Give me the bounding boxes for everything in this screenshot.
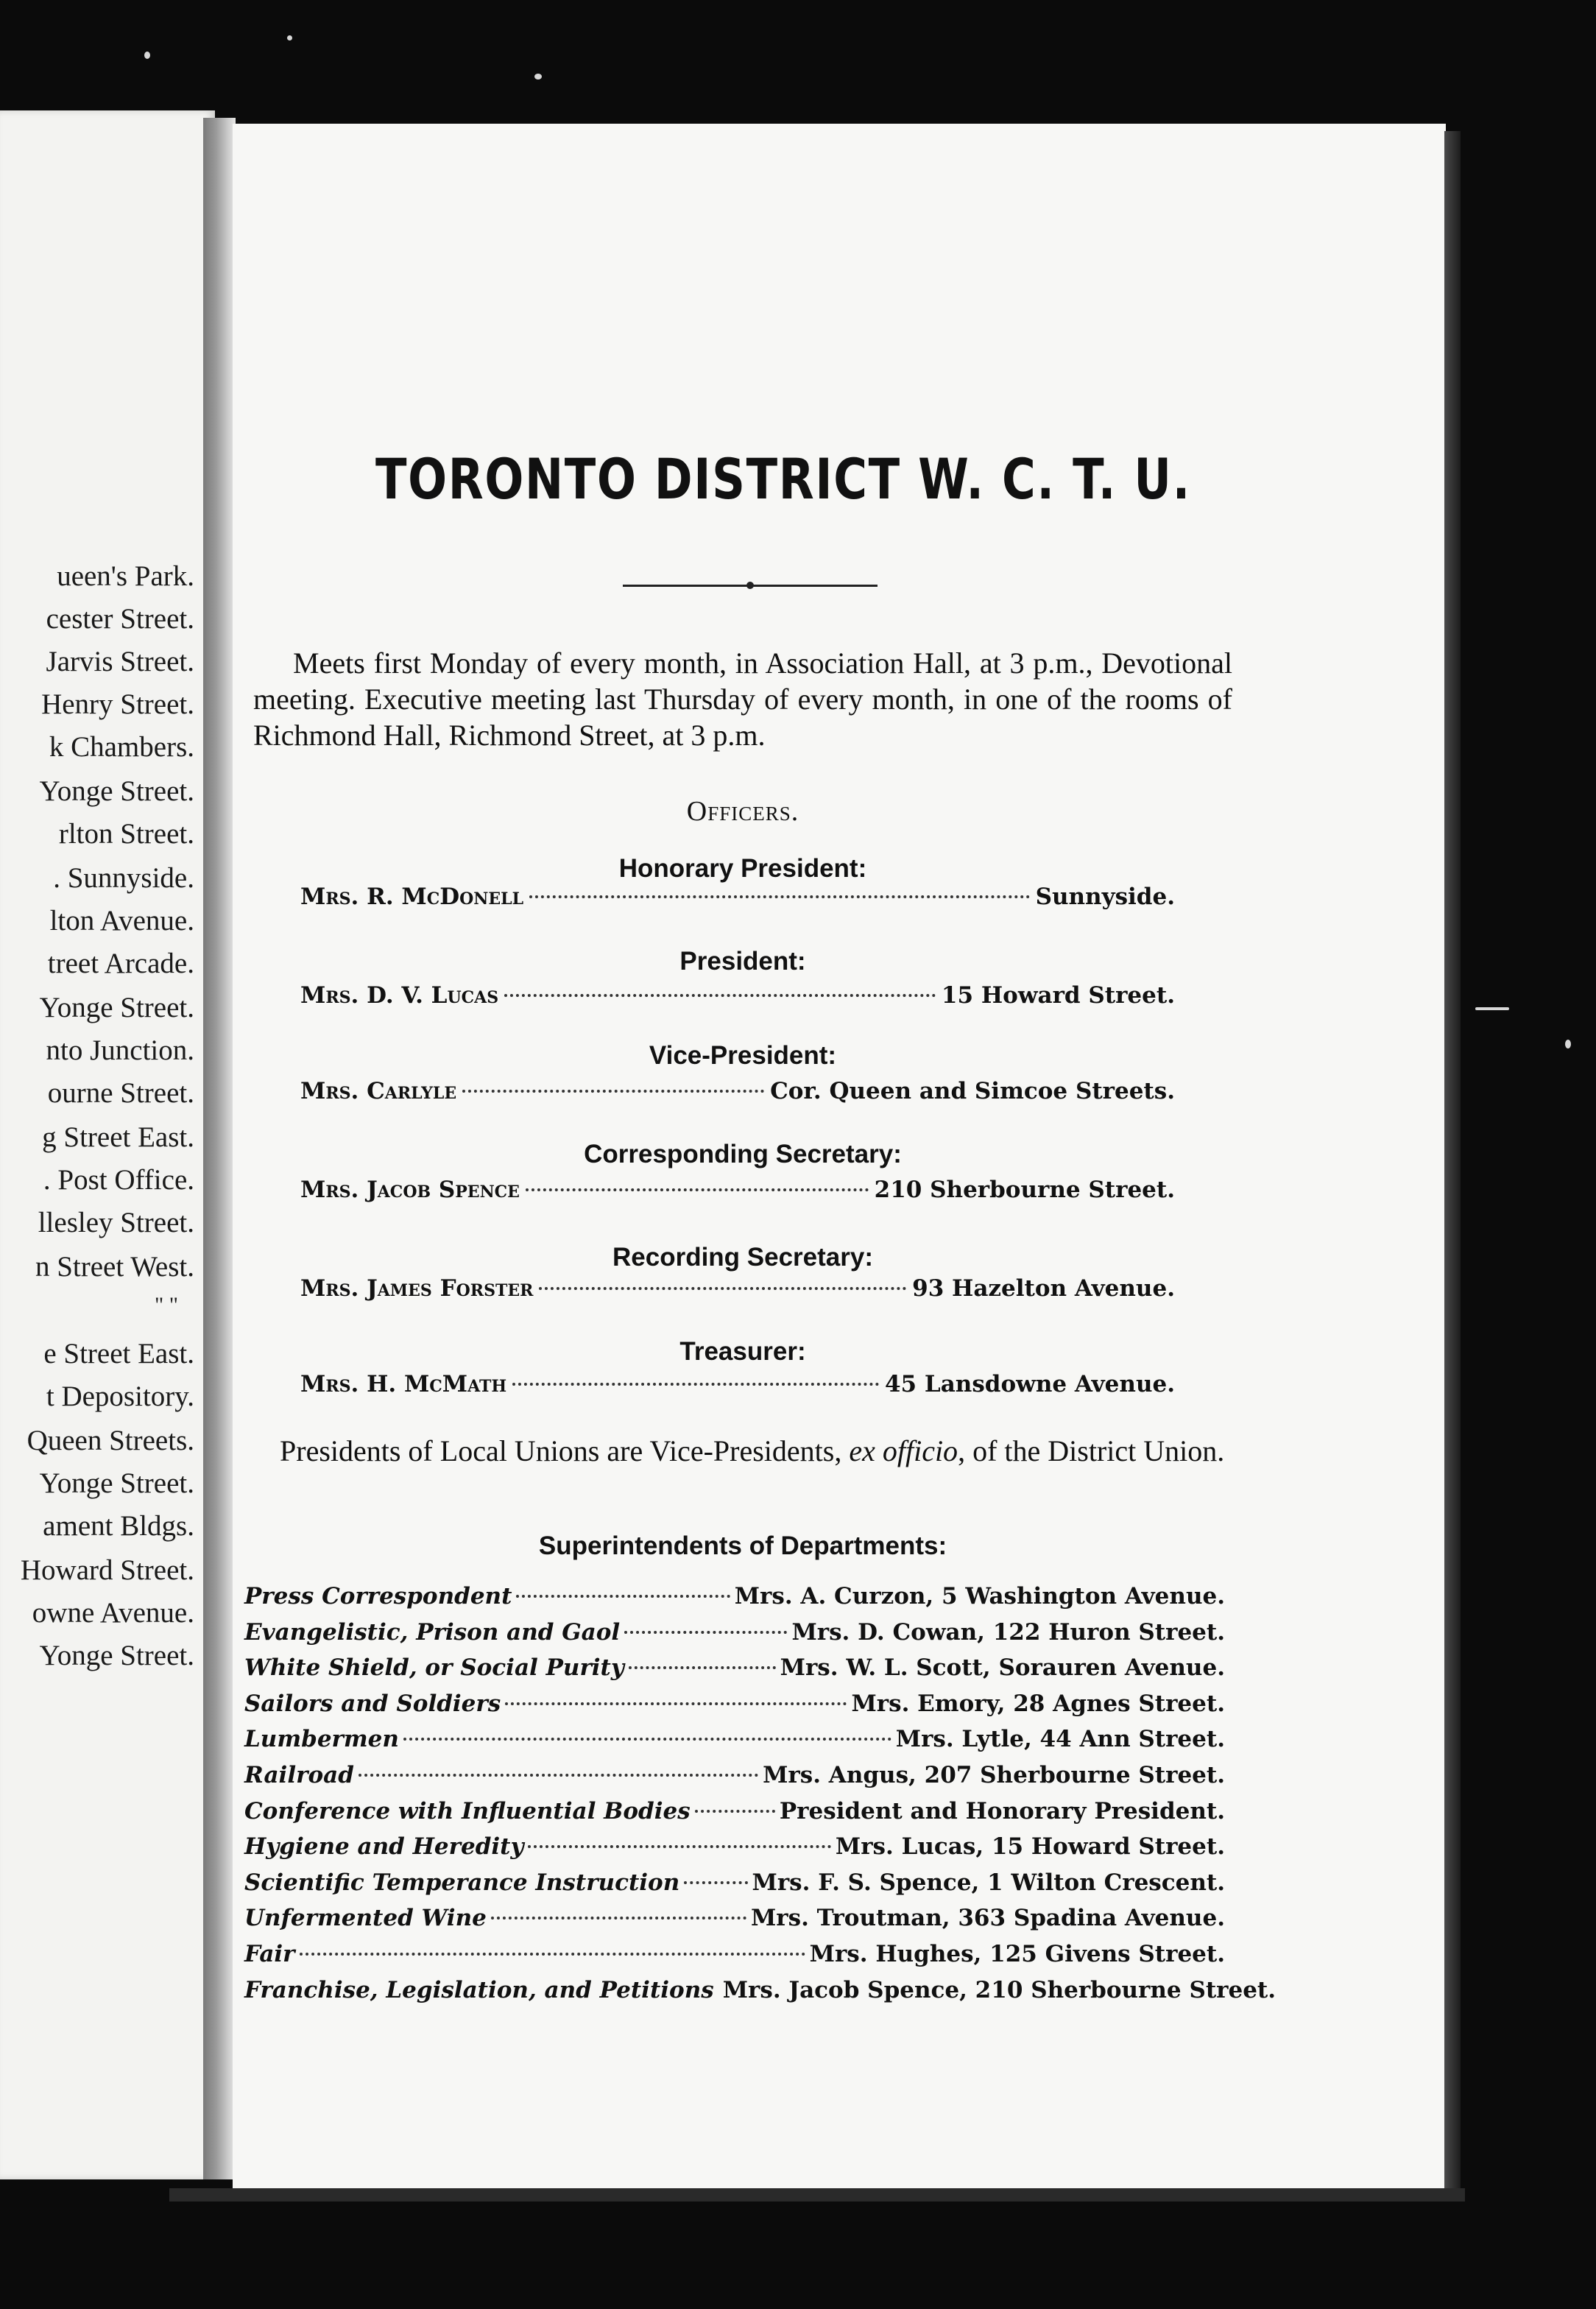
page-title: TORONTO DISTRICT W. C. T. U. xyxy=(375,446,1191,512)
dust-speck xyxy=(534,74,542,80)
superintendent-name: Mrs. Lucas, 15 Howard Street. xyxy=(835,1833,1225,1861)
dot-leader xyxy=(695,1810,775,1813)
superintendent-entry xyxy=(244,1726,1225,1760)
previous-page-line: lton Avenue. xyxy=(49,905,194,937)
department-name: Sailors and Soldiers xyxy=(244,1690,501,1717)
officer-address: 15 Howard Street. xyxy=(941,982,1175,1009)
superintendent-entry xyxy=(244,1905,1225,1939)
superintendent-name: President and Honorary President. xyxy=(779,1797,1225,1825)
officer-name: Mrs. R. McDonell xyxy=(300,884,524,910)
department-name: Unfermented Wine xyxy=(244,1905,487,1932)
dot-leader xyxy=(403,1738,891,1741)
superintendent-entry xyxy=(244,1941,1225,1975)
previous-page-line: e Street East. xyxy=(43,1338,194,1369)
presidents-note-text: Presidents of Local Unions are Vice-Presidents, xyxy=(280,1434,842,1467)
department-name: Hygiene and Heredity xyxy=(244,1833,524,1861)
officer-role-heading: President: xyxy=(679,947,806,976)
officer-entry xyxy=(300,982,1175,1015)
department-name: Conference with Influential Bodies xyxy=(244,1797,691,1825)
previous-page-line: treet Arcade. xyxy=(47,948,194,979)
presidents-note xyxy=(247,1434,1231,1468)
dot-leader xyxy=(528,1845,830,1848)
dot-leader xyxy=(359,1774,758,1777)
officer-address: 45 Lansdowne Avenue. xyxy=(884,1371,1175,1397)
officer-role-heading: Treasurer: xyxy=(679,1337,806,1366)
officers-heading: Officers. xyxy=(686,796,799,827)
department-name: Railroad xyxy=(244,1762,354,1788)
previous-page-line: g Street East. xyxy=(42,1121,194,1153)
dot-leader xyxy=(624,1631,787,1634)
superintendent-name: Mrs. D. Cowan, 122 Huron Street. xyxy=(791,1618,1225,1646)
previous-page-line: ourne Street. xyxy=(47,1077,194,1109)
previous-page-line: Howard Street. xyxy=(20,1554,194,1586)
officer-role-heading: Recording Secretary: xyxy=(612,1243,874,1272)
officer-entry xyxy=(300,1371,1175,1403)
officer-role-heading: Vice-President: xyxy=(649,1041,837,1070)
dust-speck xyxy=(1565,1040,1571,1048)
superintendent-name: Mrs. F. S. Spence, 1 Wilton Crescent. xyxy=(752,1869,1225,1896)
dot-leader xyxy=(539,1287,906,1290)
officer-name: Mrs. H. McMath xyxy=(300,1371,507,1397)
officer-entry xyxy=(300,1275,1175,1308)
previous-page-line: ueen's Park. xyxy=(57,560,194,592)
department-name: Lumbermen xyxy=(244,1726,399,1753)
dust-speck xyxy=(144,52,150,59)
dot-leader xyxy=(526,1188,869,1191)
dot-leader xyxy=(504,994,936,997)
previous-page-line: Queen Streets. xyxy=(27,1425,194,1456)
previous-page-line: nto Junction. xyxy=(46,1034,194,1066)
dot-leader xyxy=(684,1881,747,1884)
dot-leader xyxy=(491,1917,746,1920)
title-divider-ornament xyxy=(746,582,754,589)
dot-leader xyxy=(462,1090,764,1093)
previous-page-line: t Depository. xyxy=(46,1381,194,1412)
presidents-note-latin: ex officio xyxy=(849,1434,958,1467)
previous-page-line: k Chambers. xyxy=(49,731,194,763)
department-name: Franchise, Legislation, and Petitions xyxy=(244,1976,714,2003)
previous-page-line: Henry Street. xyxy=(41,688,194,720)
superintendent-name: Mrs. Lytle, 44 Ann Street. xyxy=(895,1726,1225,1753)
previous-page-line: llesley Street. xyxy=(38,1207,194,1238)
officer-address: Sunnyside. xyxy=(1035,884,1175,910)
page-edge-shadow xyxy=(1444,131,1461,2193)
department-name: Scientific Temperance Instruction xyxy=(244,1869,680,1896)
superintendent-entry xyxy=(244,1583,1225,1617)
department-name: Fair xyxy=(244,1941,295,1967)
previous-page-line: ament Bldgs. xyxy=(43,1510,194,1542)
officer-name: Mrs. James Forster xyxy=(300,1275,534,1302)
officer-name: Mrs. D. V. Lucas xyxy=(300,982,499,1009)
officer-entry xyxy=(300,884,1175,916)
previous-page-line: . Sunnyside. xyxy=(53,862,194,894)
previous-page-line: Yonge Street. xyxy=(39,1640,194,1671)
superintendent-entry xyxy=(244,1691,1225,1724)
dot-leader xyxy=(512,1383,879,1386)
officer-name: Mrs. Carlyle xyxy=(300,1078,457,1104)
meeting-info-paragraph: Meets first Monday of every month, in Association Hall, at 3 p.m., Devotional meeting. Executive meeting last Thursday of every month, in one of the rooms of Richmond Hall, Richmond Street, at 3 p.m. xyxy=(253,646,1232,752)
presidents-note-text-end: , of the District Union. xyxy=(958,1434,1225,1467)
officer-entry xyxy=(300,1078,1175,1110)
dust-speck xyxy=(1475,1007,1509,1010)
superintendent-name: Mrs. Emory, 28 Agnes Street. xyxy=(851,1690,1225,1717)
book-gutter xyxy=(203,118,236,2179)
superintendents-heading: Superintendents of Departments: xyxy=(538,1531,947,1560)
previous-page-line: owne Avenue. xyxy=(32,1597,194,1629)
superintendent-name: Mrs. Angus, 207 Sherbourne Street. xyxy=(763,1762,1225,1788)
superintendent-entry xyxy=(244,1762,1225,1796)
officer-role-heading: Honorary President: xyxy=(618,854,867,883)
previous-page-fragment xyxy=(0,110,215,2179)
previous-page-line: cester Street. xyxy=(46,603,194,635)
previous-page-line: n Street West. xyxy=(35,1251,194,1283)
superintendent-entry xyxy=(244,1619,1225,1653)
officer-address: 210 Sherbourne Street. xyxy=(874,1177,1175,1203)
dot-leader xyxy=(516,1595,730,1598)
superintendent-name: Mrs. Hughes, 125 Givens Street. xyxy=(809,1941,1225,1967)
department-name: Press Correspondent xyxy=(244,1583,512,1610)
previous-page-line: " " xyxy=(155,1293,178,1317)
previous-page-line: Yonge Street. xyxy=(39,775,194,807)
department-name: White Shield, or Social Purity xyxy=(244,1654,624,1682)
superintendent-entry xyxy=(244,1869,1225,1903)
previous-page-line: . Post Office. xyxy=(43,1164,194,1196)
superintendent-name: Mrs. A. Curzon, 5 Washington Avenue. xyxy=(734,1583,1225,1610)
officer-address: 93 Hazelton Avenue. xyxy=(912,1275,1175,1302)
officer-address: Cor. Queen and Simcoe Streets. xyxy=(770,1078,1175,1104)
dust-speck xyxy=(287,35,292,40)
superintendent-entry xyxy=(244,1833,1225,1867)
previous-page-line: Jarvis Street. xyxy=(46,646,194,677)
department-name: Evangelistic, Prison and Gaol xyxy=(244,1618,621,1646)
officer-entry xyxy=(300,1177,1175,1209)
previous-page-line: Yonge Street. xyxy=(39,992,194,1023)
superintendent-entry xyxy=(244,1976,1277,2011)
dot-leader xyxy=(529,895,1029,898)
previous-page-line: rlton Street. xyxy=(58,818,194,850)
officer-name: Mrs. Jacob Spence xyxy=(300,1177,520,1203)
superintendent-name: Mrs. Troutman, 363 Spadina Avenue. xyxy=(750,1905,1225,1932)
dot-leader xyxy=(505,1702,847,1705)
previous-page-line: Yonge Street. xyxy=(39,1467,194,1499)
superintendent-name: Mrs. Jacob Spence, 210 Sherbourne Street. xyxy=(722,1976,1277,2003)
superintendent-entry xyxy=(244,1654,1225,1688)
superintendent-name: Mrs. W. L. Scott, Sorauren Avenue. xyxy=(780,1654,1225,1682)
dot-leader xyxy=(629,1666,776,1669)
page-bottom-shadow xyxy=(169,2188,1465,2202)
officer-role-heading: Corresponding Secretary: xyxy=(584,1140,902,1168)
dot-leader xyxy=(300,1953,805,1956)
superintendent-entry xyxy=(244,1798,1225,1832)
